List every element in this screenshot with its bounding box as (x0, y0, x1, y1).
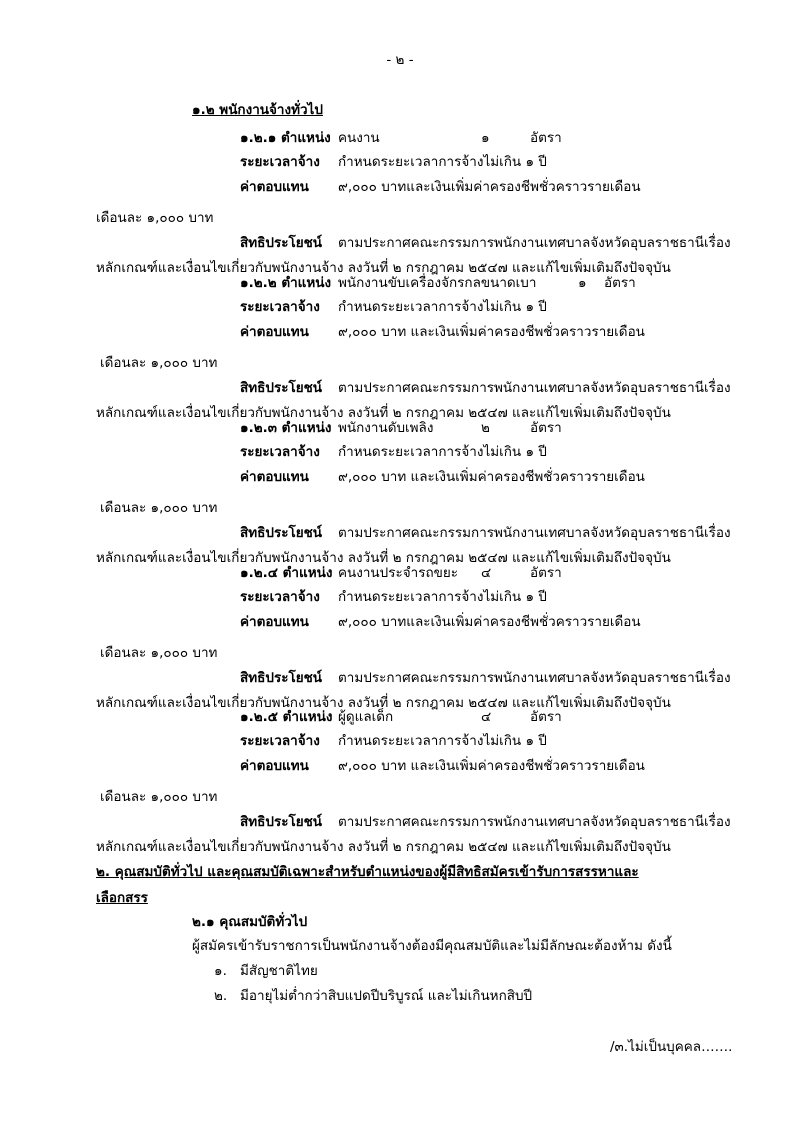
section-2-title-line2: เลือกสรร (96, 890, 148, 906)
section-2-title-line1: ๒. คุณสมบัติทั่วไป และคุณสมบัติเฉพาะสำหรับตำแหน่งของผู้มีสิทธิสมัครเข้ารับการสรรหาและ (96, 864, 639, 880)
pay-value: ๙,๐๐๐ บาท และเงินเพิ่มค่าครองชีพชั่วคราวรายเดือน (338, 469, 645, 485)
pay-label: ค่าตอบแทน (240, 758, 309, 774)
qualification-item (214, 961, 318, 981)
benefit-label: สิทธิประโยชน์ (240, 380, 323, 396)
pay-continuation: เดือนละ ๑,๐๐๐ บาท (100, 645, 218, 661)
position-name: พนักงานขับเครื่องจักรกลขนาดเบา (338, 275, 537, 291)
position-label: ๑.๒.๔ ตำแหน่ง (240, 565, 333, 581)
benefit-value: ตามประกาศคณะกรรมการพนักงานเทศบาลจังหวัดอุบลราชธานีเรื่อง (338, 525, 731, 541)
duration-value: กำหนดระยะเวลาการจ้างไม่เกิน ๑ ปี (338, 299, 547, 315)
pay-value: ๙,๐๐๐ บาทและเงินเพิ่มค่าครองชีพชั่วคราวรายเดือน (338, 614, 641, 630)
position-unit: อัตรา (604, 275, 636, 291)
benefit-label: สิทธิประโยชน์ (240, 525, 323, 541)
page-number: - ๒ - (386, 52, 414, 68)
benefit-row (240, 812, 731, 832)
duration-row (240, 587, 547, 607)
section-1-2-title: ๑.๒ พนักงานจ้างทั่วไป (192, 102, 323, 118)
pay-label: ค่าตอบแทน (240, 469, 309, 485)
duration-row (240, 731, 547, 751)
benefit-row (240, 523, 731, 543)
benefit-value: ตามประกาศคณะกรรมการพนักงานเทศบาลจังหวัดอุบลราชธานีเรื่อง (338, 235, 731, 251)
benefit-label: สิทธิประโยชน์ (240, 814, 323, 830)
position-name: พนักงานดับเพลิง (338, 420, 434, 436)
pay-row (240, 177, 641, 197)
position-count: ๔ (481, 565, 492, 581)
benefit-continuation: หลักเกณฑ์และเงื่อนไขเกี่ยวกับพนักงานจ้าง ลงวันที่ ๒ กรกฎาคม ๒๕๔๗ และแก้ไขเพิ่มเติมถึงปัจจุบัน (96, 260, 671, 276)
duration-value: กำหนดระยะเวลาการจ้างไม่เกิน ๑ ปี (338, 733, 547, 749)
benefit-row (240, 378, 731, 398)
pay-value: ๙,๐๐๐ บาทและเงินเพิ่มค่าครองชีพชั่วคราวรายเดือน (338, 179, 641, 195)
pay-continuation: เดือนละ ๑,๐๐๐ บาท (100, 789, 218, 805)
pay-value: ๙,๐๐๐ บาท และเงินเพิ่มค่าครองชีพชั่วคราวรายเดือน (338, 324, 645, 340)
position-label: ๑.๒.๓ ตำแหน่ง (240, 420, 332, 436)
benefit-continuation: หลักเกณฑ์และเงื่อนไขเกี่ยวกับพนักงานจ้าง ลงวันที่ ๒ กรกฎาคม ๒๕๔๗ และแก้ไขเพิ่มเติมถึงปัจจุบัน (96, 550, 671, 566)
duration-label: ระยะเวลาจ้าง (240, 299, 320, 315)
benefit-value: ตามประกาศคณะกรรมการพนักงานเทศบาลจังหวัดอุบลราชธานีเรื่อง (338, 814, 731, 830)
duration-row (240, 442, 547, 462)
qualification-number: ๒. (214, 988, 228, 1004)
position-title-row (240, 707, 562, 727)
duration-label: ระยะเวลาจ้าง (240, 154, 320, 170)
position-count: ๑ (578, 275, 587, 291)
continuation-note: /๓.ไม่เป็นบุคคล……. (610, 1039, 733, 1055)
benefit-value: ตามประกาศคณะกรรมการพนักงานเทศบาลจังหวัดอุบลราชธานีเรื่อง (338, 670, 731, 686)
position-title-row (240, 418, 562, 438)
benefit-value: ตามประกาศคณะกรรมการพนักงานเทศบาลจังหวัดอุบลราชธานีเรื่อง (338, 380, 731, 396)
benefit-label: สิทธิประโยชน์ (240, 235, 323, 251)
position-name: ผู้ดูแลเด็ก (338, 709, 394, 725)
pay-continuation: เดือนละ ๑,๐๐๐ บาท (96, 210, 214, 226)
duration-value: กำหนดระยะเวลาการจ้างไม่เกิน ๑ ปี (338, 154, 547, 170)
position-unit: อัตรา (530, 420, 562, 436)
qualification-number: ๑. (214, 963, 227, 979)
pay-continuation: เดือนละ ๑,๐๐๐ บาท (100, 355, 218, 371)
position-unit: อัตรา (530, 709, 562, 725)
qualification-text: มีสัญชาติไทย (240, 963, 318, 979)
section-2-1-title: ๒.๑ คุณสมบัติทั่วไป (192, 914, 308, 930)
position-count: ๒ (481, 420, 490, 436)
position-name: คนงาน (338, 130, 380, 146)
duration-label: ระยะเวลาจ้าง (240, 589, 320, 605)
pay-label: ค่าตอบแทน (240, 324, 309, 340)
pay-label: ค่าตอบแทน (240, 179, 309, 195)
position-count: ๔ (481, 709, 492, 725)
position-label: ๑.๒.๑ ตำแหน่ง (240, 130, 331, 146)
duration-value: กำหนดระยะเวลาการจ้างไม่เกิน ๑ ปี (338, 589, 547, 605)
position-title-row (240, 563, 562, 583)
duration-row (240, 152, 547, 172)
position-label: ๑.๒.๒ ตำแหน่ง (240, 275, 332, 291)
position-unit: อัตรา (530, 130, 562, 146)
position-count: ๑ (481, 130, 490, 146)
position-title-row (240, 273, 636, 293)
pay-value: ๙,๐๐๐ บาท และเงินเพิ่มค่าครองชีพชั่วคราวรายเดือน (338, 758, 645, 774)
duration-value: กำหนดระยะเวลาการจ้างไม่เกิน ๑ ปี (338, 444, 547, 460)
benefit-row (240, 233, 731, 253)
benefit-continuation: หลักเกณฑ์และเงื่อนไขเกี่ยวกับพนักงานจ้าง ลงวันที่ ๒ กรกฎาคม ๒๕๔๗ และแก้ไขเพิ่มเติมถึงปัจจุบัน (96, 695, 671, 711)
qualification-text: มีอายุไม่ต่ำกว่าสิบแปดปีบริบูรณ์ และไม่เกินหกสิบปี (240, 988, 533, 1004)
duration-row (240, 297, 547, 317)
duration-label: ระยะเวลาจ้าง (240, 444, 320, 460)
pay-label: ค่าตอบแทน (240, 614, 309, 630)
pay-row (240, 756, 645, 776)
pay-row (240, 612, 641, 632)
position-label: ๑.๒.๕ ตำแหน่ง (240, 709, 333, 725)
pay-row (240, 467, 645, 487)
pay-row (240, 322, 645, 342)
benefit-continuation: หลักเกณฑ์และเงื่อนไขเกี่ยวกับพนักงานจ้าง ลงวันที่ ๒ กรกฎาคม ๒๕๔๗ และแก้ไขเพิ่มเติมถึงปัจจุบัน (96, 405, 671, 421)
duration-label: ระยะเวลาจ้าง (240, 733, 320, 749)
position-name: คนงานประจำรถขยะ (338, 565, 459, 581)
pay-continuation: เดือนละ ๑,๐๐๐ บาท (100, 500, 218, 516)
position-title-row (240, 128, 562, 148)
benefit-continuation: หลักเกณฑ์และเงื่อนไขเกี่ยวกับพนักงานจ้าง ลงวันที่ ๒ กรกฎาคม ๒๕๔๗ และแก้ไขเพิ่มเติมถึงปัจจุบัน (96, 839, 671, 855)
benefit-row (240, 668, 731, 688)
position-unit: อัตรา (530, 565, 562, 581)
qualification-item (214, 986, 532, 1006)
section-2-1-intro: ผู้สมัครเข้ารับราชการเป็นพนักงานจ้างต้องมีคุณสมบัติและไม่มีลักษณะต้องห้าม ดังนี้ (192, 938, 672, 954)
benefit-label: สิทธิประโยชน์ (240, 670, 323, 686)
